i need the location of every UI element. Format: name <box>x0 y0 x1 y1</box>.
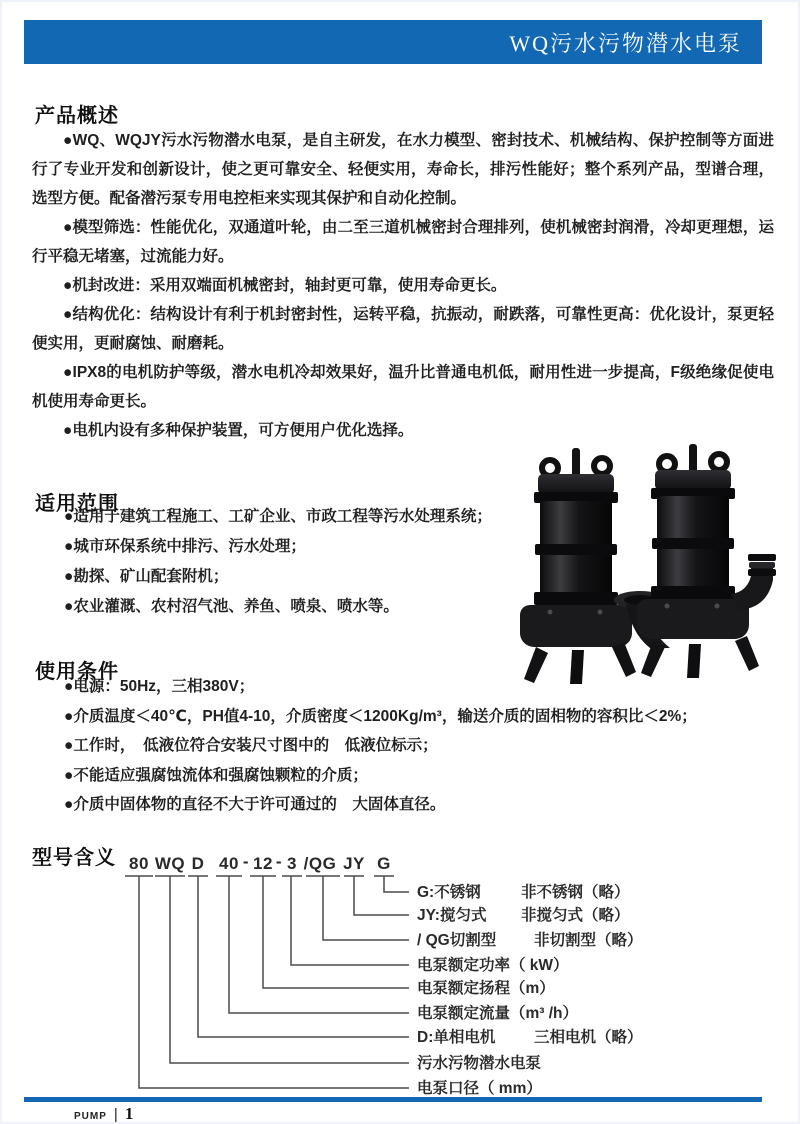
model-label: G:不锈钢 <box>417 884 481 901</box>
model-code-diagram <box>24 847 780 1102</box>
footer-brand: PUMP <box>74 1111 107 1122</box>
overview-paragraph: ●WQ、WQJY污水污物潜水电泵，是自主研发，在水力模型、密封技术、机械结构、保护控制等方面进行了专业开发和创新设计，使之更可靠安全、轻便实用，寿命长，排污性能好；整个系列产品，型谱合理，选型方便。配备潜污泵专用电控柜来实现其保护和自动化控制。 <box>32 132 774 207</box>
code-part: G <box>377 854 391 873</box>
code-part: /QG <box>303 854 337 873</box>
code-part: 40 <box>219 854 239 873</box>
list-item: ●工作时， 低液位符合安装尺寸图中的 低液位标示； <box>64 737 438 754</box>
model-label-alt: 三相电机（略） <box>534 1029 643 1046</box>
pump-product-photo <box>494 442 794 694</box>
overview-paragraph: ●IPX8的电机防护等级，潜水电机冷却效果好，温升比普通电机低，耐用性进一步提高，F级绝缘促使电机使用寿命更长。 <box>32 364 774 410</box>
overview-paragraph: ●结构优化：结构设计有利于机封密封性，运转平稳，抗振动，耐跌落，可靠性更高：优化设计，泵更轻便实用，更耐腐蚀、耐磨耗。 <box>32 306 774 352</box>
model-label: 污水污物潜水电泵 <box>417 1055 542 1072</box>
list-item: ●介质温度＜40℃，PH值4-10，介质密度＜1200Kg/m³，输送介质的固相物的容积比＜2%； <box>64 707 697 725</box>
code-part: JY <box>343 854 365 873</box>
section-heading-model: 型号含义 <box>32 846 116 869</box>
list-item: ●勘探、矿山配套附机； <box>64 568 229 585</box>
list-item: ●介质中固体物的直径不大于许可通过的 大固体直径。 <box>64 796 446 813</box>
footer <box>74 1104 133 1124</box>
code-dash: - <box>242 852 250 871</box>
footer-page-number: 1 <box>124 1104 134 1123</box>
list-item: ●适用于建筑工程施工、工矿企业、市政工程等污水处理系统； <box>64 508 492 525</box>
conditions-list <box>64 672 770 820</box>
code-part: 80 <box>129 854 149 873</box>
model-label: 电泵额定扬程（m） <box>417 980 555 997</box>
model-label: / QG切割型 <box>417 932 497 949</box>
model-labels <box>417 882 643 1097</box>
header-bar <box>24 20 762 64</box>
section-heading-application: 适用范围 <box>35 492 119 515</box>
code-part: WQ <box>154 854 186 873</box>
model-label-alt: 非搅匀式（略） <box>521 907 630 924</box>
footer-separator: | <box>113 1106 118 1123</box>
model-label-alt: 非不锈钢（略） <box>521 884 630 901</box>
code-dash: - <box>275 852 283 871</box>
section-heading-conditions: 使用条件 <box>35 660 119 683</box>
overview-paragraph: ●电机内设有多种保护装置，可方便用户优化选择。 <box>63 422 414 439</box>
overview-paragraph: ●模型筛选：性能优化，双通道叶轮，由二至三道机械密封合理排列，使机械密封润滑，冷却更理想，运行平稳无堵塞，过流能力好。 <box>32 219 774 265</box>
model-label: 电泵额定流量（m³ /h） <box>417 1005 579 1022</box>
code-part: 3 <box>287 854 297 873</box>
model-label: 电泵口径（ mm） <box>417 1080 542 1097</box>
overview-paragraphs <box>32 126 774 445</box>
list-item: ●农业灌溉、农村沼气池、养鱼、喷泉、喷水等。 <box>64 598 399 615</box>
overview-paragraph: ●机封改进：采用双端面机械密封，轴封更可靠，使用寿命更长。 <box>63 277 507 294</box>
code-part: 12 <box>253 854 273 873</box>
model-label: JY:搅匀式 <box>417 907 487 924</box>
model-label-alt: 非切割型（略） <box>534 932 643 949</box>
code-part: D <box>191 854 205 873</box>
list-item: ●电源：50Hz，三相380V； <box>64 678 255 695</box>
pump-left <box>520 448 636 684</box>
footer-rule <box>24 1097 762 1102</box>
model-label: D:单相电机 <box>417 1029 496 1046</box>
list-item: ●城市环保系统中排污、污水处理； <box>64 538 306 555</box>
model-label: 电泵额定功率（ kW） <box>417 957 569 974</box>
connector-lines <box>139 876 409 1088</box>
model-code <box>129 852 391 873</box>
application-list <box>64 502 492 622</box>
page-title: WQ污水污物潜水电泵 <box>509 30 742 56</box>
section-heading-overview: 产品概述 <box>35 104 119 127</box>
list-item: ●不能适应强腐蚀流体和强腐蚀颗粒的介质； <box>64 766 368 784</box>
